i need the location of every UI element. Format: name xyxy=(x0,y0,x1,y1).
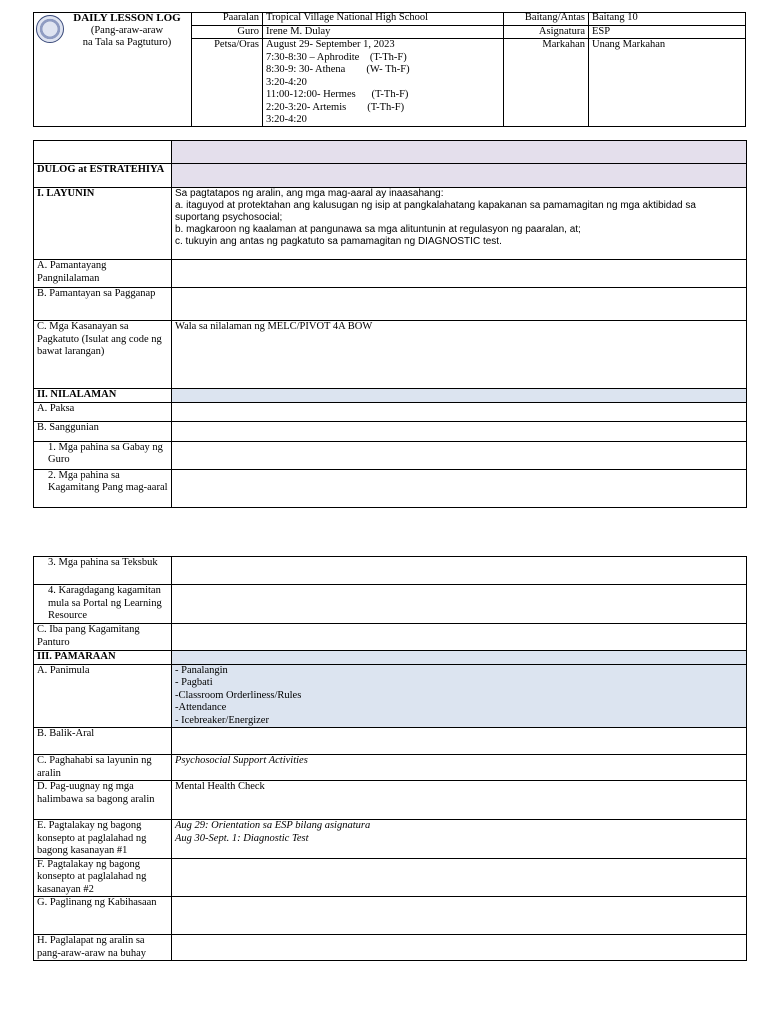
panimula-item: -Attendance xyxy=(175,702,227,713)
paglinang-label: G. Paglinang ng Kabihasaan xyxy=(34,897,172,935)
dll-subtitle-2: na Tala sa Pagtuturo) xyxy=(82,37,172,48)
petsa-label: Petsa/Oras xyxy=(192,39,263,127)
pamantayang-pangnilalaman-label: A. Pamantayang Pangnilalaman xyxy=(34,260,172,288)
guro-label: Guro xyxy=(192,25,263,39)
markahan-value: Unang Markahan xyxy=(592,39,666,50)
layunin-label: I. LAYUNIN xyxy=(34,188,172,260)
layunin-content xyxy=(172,188,747,260)
petsa-line: 11:00-12:00- Hermes (T-Th-F) xyxy=(266,89,409,100)
blank-cell xyxy=(172,728,747,755)
title-cell xyxy=(33,12,192,127)
kasanayan-value: Wala sa nilalaman ng MELC/PIVOT 4A BOW xyxy=(172,321,747,389)
paaralan-label: Paaralan xyxy=(192,12,263,25)
panimula-item: - Panalangin xyxy=(175,664,228,676)
paglalapat-label: H. Paglalapat ng aralin sa pang-araw-araw na buhay xyxy=(34,935,172,961)
dll-title: DAILY LESSON LOG xyxy=(73,12,181,24)
petsa-line: 3:20-4:20 xyxy=(266,76,307,88)
guro-value: Irene M. Dulay xyxy=(263,25,504,39)
pagtalakay-1-label: E. Pagtalakay ng bagong konsepto at paglalahad ng bagong kasanayan #1 xyxy=(34,820,172,859)
blank-cell xyxy=(172,651,747,665)
layunin-line: a. itaguyod at protektahan ang kalusugan ng isip at pangkalahatang kapakanan sa pamamagitan ng mga aktibidad sa suportang psychosocial; xyxy=(175,200,696,223)
pagtalakay-2-label: F. Pagtalakay ng bagong konsepto at paglalahad ng kasanayan #2 xyxy=(34,858,172,897)
pamaraan-label: III. PAMARAAN xyxy=(34,651,172,665)
panimula-label: A. Panimula xyxy=(34,664,172,728)
layunin-line: Sa pagtatapos ng aralin, ang mga mag-aaral ay inaasahang: xyxy=(175,188,444,199)
baitang-label: Baitang/Antas xyxy=(504,12,589,25)
blank-cell xyxy=(172,858,747,897)
pamantayan-sa-pagganap-label: B. Pamantayan sa Pagganap xyxy=(34,288,172,321)
blank-cell xyxy=(172,389,747,403)
lesson-table-2 xyxy=(33,556,747,961)
markahan-label: Markahan xyxy=(504,39,589,127)
paghahabi-value: Psychosocial Support Activities xyxy=(172,755,747,781)
layunin-line: c. tukuyin ang antas ng pagkatuto sa pamamagitan ng DIAGNOSTIC test. xyxy=(175,236,502,247)
panimula-item: - Pagbati xyxy=(175,677,213,688)
paksa-label: A. Paksa xyxy=(34,402,172,421)
blank-cell xyxy=(172,935,747,961)
asignatura-value: ESP xyxy=(589,25,747,39)
nilalaman-label: II. NILALAMAN xyxy=(34,389,172,403)
header-table xyxy=(33,12,746,127)
gabay-guro-label: 1. Mga pahina sa Gabay ng Guro xyxy=(34,441,172,469)
balik-aral-label: B. Balik-Aral xyxy=(34,728,172,755)
blank-cell xyxy=(172,557,747,585)
petsa-line: 8:30-9: 30- Athena (W- Th-F) xyxy=(266,64,410,75)
pag-uugnay-value: Mental Health Check xyxy=(172,781,747,820)
petsa-value xyxy=(263,39,504,127)
blank-cell xyxy=(172,260,747,288)
paaralan-value: Tropical Village National High School xyxy=(263,12,504,25)
blank-cell xyxy=(172,624,747,651)
asignatura-label: Asignatura xyxy=(504,25,589,39)
pag-uugnay-label: D. Pag-uugnay ng mga halimbawa sa bagong aralin xyxy=(34,781,172,820)
baitang-value: Baitang 10 xyxy=(589,12,747,25)
karagdagang-label: 4. Karagdagang kagamitan mula sa Portal ng Learning Resource xyxy=(34,585,172,624)
layunin-line: b. magkaroon ng kaalaman at pangunawa sa mga alituntunin at regulasyon ng paaralan, at; xyxy=(175,224,581,235)
pagtalakay-1-line: Aug 29: Orientation sa ESP bilang asignatura xyxy=(175,820,371,831)
blank-cell xyxy=(172,441,747,469)
teksbuk-label: 3. Mga pahina sa Teksbuk xyxy=(34,557,172,585)
deped-seal-icon xyxy=(36,15,64,43)
iba-pang-label: C. Iba pang Kagamitang Panturo xyxy=(34,624,172,651)
blank-cell xyxy=(172,585,747,624)
sanggunian-label: B. Sanggunian xyxy=(34,421,172,441)
blank-cell xyxy=(172,141,747,164)
pagtalakay-1-content xyxy=(172,820,747,859)
petsa-line: 7:30-8:30 – Aphrodite (T-Th-F) xyxy=(266,51,407,63)
blank-cell xyxy=(172,402,747,421)
lesson-table-1 xyxy=(33,140,747,508)
kagamitang-label: 2. Mga pahina sa Kagamitang Pang mag-aaral xyxy=(34,469,172,507)
blank-cell xyxy=(34,141,172,164)
dulog-label: DULOG at ESTRATEHIYA xyxy=(34,164,172,188)
panimula-item: - Icebreaker/Energizer xyxy=(175,714,269,726)
blank-cell xyxy=(172,469,747,507)
petsa-line: 3:20-4:20 xyxy=(266,114,307,125)
kasanayan-label: C. Mga Kasanayan sa Pagkatuto (Isulat ang code ng bawat larangan) xyxy=(34,321,172,389)
pagtalakay-1-line: Aug 30-Sept. 1: Diagnostic Test xyxy=(175,832,309,844)
panimula-content xyxy=(172,664,747,728)
dll-subtitle-1: (Pang-araw-araw xyxy=(90,24,164,36)
blank-cell xyxy=(172,288,747,321)
petsa-line: August 29- September 1, 2023 xyxy=(266,39,395,50)
blank-cell xyxy=(172,164,747,188)
blank-cell xyxy=(172,897,747,935)
paghahabi-label: C. Paghahabi sa layunin ng aralin xyxy=(34,755,172,781)
blank-cell xyxy=(172,421,747,441)
panimula-item: -Classroom Orderliness/Rules xyxy=(175,689,302,701)
petsa-line: 2:20-3:20- Artemis (T-Th-F) xyxy=(266,101,405,113)
